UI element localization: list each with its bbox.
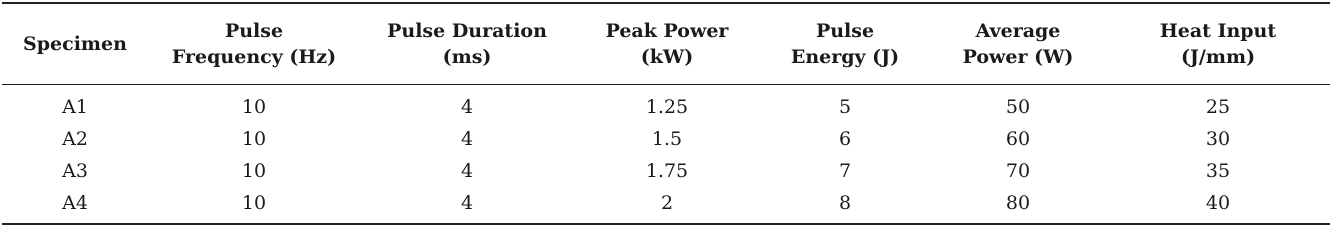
- cell-pulse-frequency: 10: [241, 191, 267, 214]
- header-row: [2, 3, 1330, 84]
- parameters-table: [2, 2, 1330, 225]
- cell-pulse-duration: 4: [460, 191, 474, 214]
- header-label: Pulse: [815, 19, 875, 42]
- cell-pulse-duration: 4: [460, 159, 474, 182]
- header-peak-power: [574, 3, 760, 84]
- cell-pulse-duration: 4: [460, 95, 474, 118]
- header-label: (ms): [442, 45, 492, 68]
- table-row: [2, 155, 1330, 187]
- header-label: Energy (J): [790, 45, 900, 68]
- cell-average-power: 60: [1005, 127, 1031, 150]
- cell-average-power: 70: [1005, 159, 1031, 182]
- cell-pulse-energy: 5: [838, 95, 852, 118]
- cell-peak-power: 1.75: [645, 159, 689, 182]
- header-pulse-energy: [760, 3, 930, 84]
- header-label: Pulse Duration: [387, 19, 547, 42]
- cell-average-power: 80: [1005, 191, 1031, 214]
- cell-pulse-frequency: 10: [241, 159, 267, 182]
- cell-pulse-energy: 7: [838, 159, 852, 182]
- cell-heat-input: 30: [1205, 127, 1231, 150]
- cell-heat-input: 35: [1205, 159, 1231, 182]
- header-label: Heat Input: [1159, 19, 1277, 42]
- header-average-power: [930, 3, 1106, 84]
- header-heat-input: [1106, 3, 1330, 84]
- header-label: Average: [975, 19, 1061, 42]
- table-row: [2, 187, 1330, 224]
- header-label: (J/mm): [1180, 45, 1256, 68]
- header-label: (kW): [640, 45, 694, 68]
- cell-specimen: A3: [62, 159, 88, 182]
- cell-specimen: A1: [62, 95, 88, 118]
- cell-pulse-frequency: 10: [241, 127, 267, 150]
- table-body: [2, 84, 1330, 224]
- cell-pulse-frequency: 10: [241, 95, 267, 118]
- cell-peak-power: 1.25: [645, 95, 689, 118]
- header-pulse-frequency: [148, 3, 360, 84]
- cell-pulse-energy: 8: [838, 191, 852, 214]
- header-label: Specimen: [23, 32, 127, 55]
- table-row: [2, 123, 1330, 155]
- cell-pulse-duration: 4: [460, 127, 474, 150]
- cell-heat-input: 25: [1205, 95, 1231, 118]
- cell-pulse-energy: 6: [838, 127, 852, 150]
- cell-peak-power: 2: [660, 191, 674, 214]
- header-pulse-duration: [360, 3, 574, 84]
- header-label: Peak Power: [605, 19, 729, 42]
- table-row: [2, 84, 1330, 123]
- table-header: [2, 3, 1330, 84]
- header-label: Frequency (Hz): [171, 45, 337, 68]
- header-label: Power (W): [962, 45, 1074, 68]
- cell-peak-power: 1.5: [651, 127, 683, 150]
- cell-specimen: A2: [62, 127, 88, 150]
- header-specimen: [2, 3, 148, 84]
- cell-average-power: 50: [1005, 95, 1031, 118]
- header-label: Pulse: [224, 19, 284, 42]
- cell-heat-input: 40: [1205, 191, 1231, 214]
- cell-specimen: A4: [62, 191, 88, 214]
